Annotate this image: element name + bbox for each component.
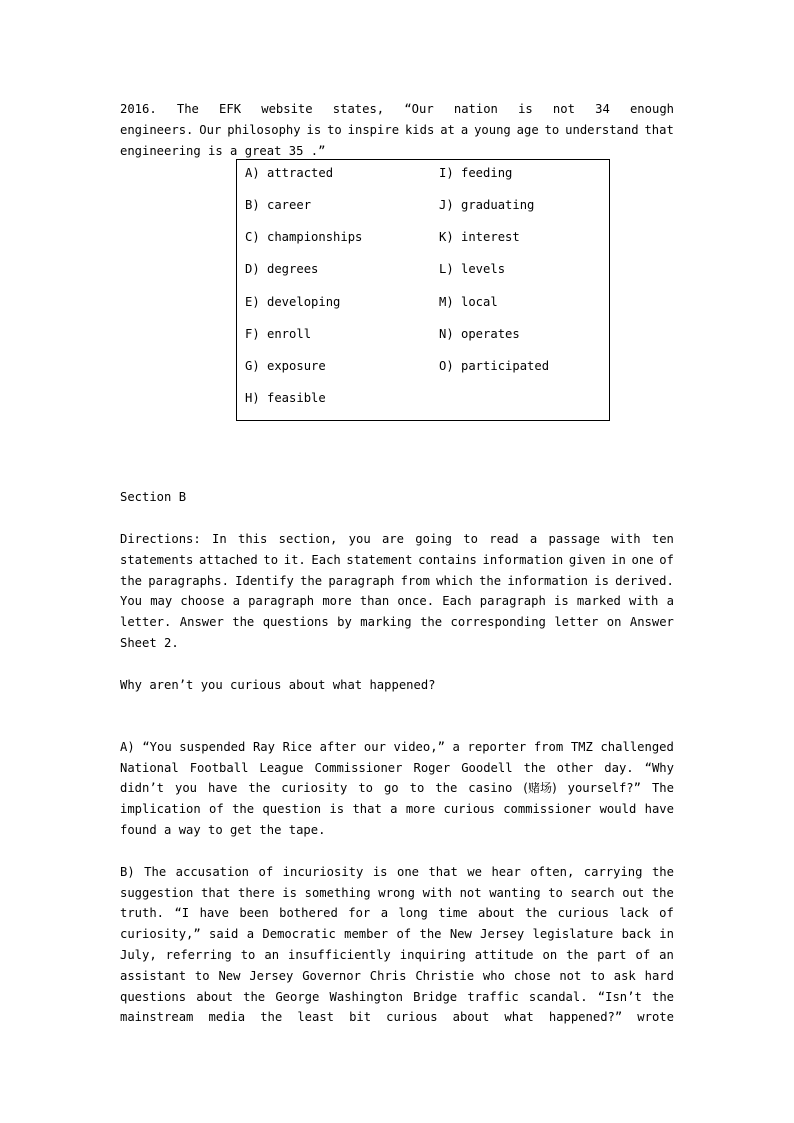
para-a-line-5: found a way to get the tape. — [120, 823, 326, 837]
para-b-line-3: truth. “I have been bothered for a long time about the curious lack of — [120, 906, 674, 920]
directions-line-5: letter. Answer the questions by marking the corresponding letter on Answer — [120, 615, 674, 629]
para-b-line-4: curiosity,” said a Democratic member of the New Jersey legislature back in — [120, 927, 674, 941]
para-a-line-4: implication of the question is that a more curious commissioner would have — [120, 802, 674, 816]
word-option-i: I) feeding — [439, 166, 513, 180]
word-option-e: E) developing — [245, 295, 341, 309]
para-b-line-7: questions about the George Washington Bridge traffic scandal. “Isn’t the — [120, 990, 674, 1004]
para-b-line-8: mainstream media the least bit curious about what happened?” wrote — [120, 1010, 674, 1024]
para-b-line-1: B) The accusation of incuriosity is one that we hear often, carrying the — [120, 865, 674, 879]
para-a-line-1: A) “You suspended Ray Rice after our video,” a reporter from TMZ challenged — [120, 740, 674, 754]
word-option-j: J) graduating — [439, 198, 535, 212]
para-b-line-2: suggestion that there is something wrong with not wanting to search out the — [120, 886, 674, 900]
word-option-b: B) career — [245, 198, 312, 212]
directions-line-1: Directions: In this section, you are going to read a passage with ten — [120, 532, 674, 546]
word-option-c: C) championships — [245, 230, 363, 244]
directions-line-2: statements attached to it. Each statement contains information given in one of — [120, 553, 674, 567]
directions-line-6: Sheet 2. — [120, 636, 179, 650]
para-a-line-2: National Football League Commissioner Roger Goodell the other day. “Why — [120, 761, 674, 775]
word-option-o: O) participated — [439, 359, 550, 373]
word-option-h: H) feasible — [245, 391, 326, 405]
word-option-d: D) degrees — [245, 262, 319, 276]
directions-line-3: the paragraphs. Identify the paragraph from which the information is derived. — [120, 574, 674, 588]
word-option-k: K) interest — [439, 230, 520, 244]
para-a-line-3: didn’t you have the curiosity to go to the casino (赌场) yourself?” The — [120, 781, 674, 795]
intro-line-3: engineering is a great 35 .” — [120, 144, 326, 158]
word-option-l: L) levels — [439, 262, 506, 276]
word-option-m: M) local — [439, 295, 498, 309]
directions-line-4: You may choose a paragraph more than once. Each paragraph is marked with a — [120, 594, 674, 608]
word-option-a: A) attracted — [245, 166, 334, 180]
word-option-g: G) exposure — [245, 359, 326, 373]
intro-line-1: 2016. The EFK website states, “Our nation is not 34 enough — [120, 102, 674, 116]
para-b-line-6: assistant to New Jersey Governor Chris Christie who chose not to ask hard — [120, 969, 674, 983]
word-option-n: N) operates — [439, 327, 520, 341]
section-title: Section B — [120, 490, 187, 504]
para-b-line-5: July, referring to an insufficiently inquiring attitude on the part of an — [120, 948, 674, 962]
word-option-f: F) enroll — [245, 327, 312, 341]
word-bank-box — [236, 159, 610, 421]
passage-title: Why aren’t you curious about what happened? — [120, 678, 436, 692]
intro-line-2: engineers. Our philosophy is to inspire kids at a young age to understand that — [120, 123, 674, 137]
